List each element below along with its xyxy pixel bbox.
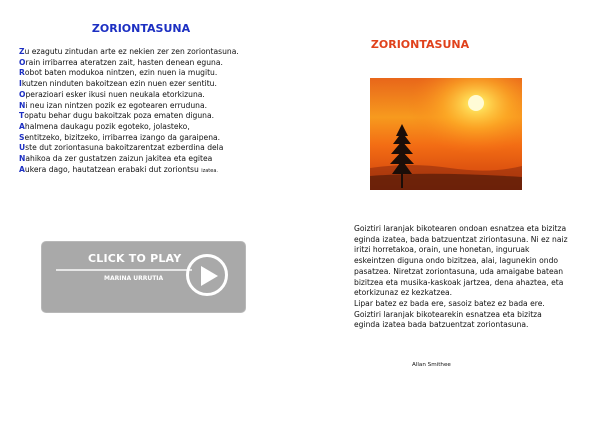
poem-initial: Z (19, 47, 25, 56)
poem-text: entitzeko, bizitzeko, irribarrea izango da garaipena. (24, 132, 221, 142)
poem-line (19, 90, 281, 101)
poem-line (19, 165, 281, 177)
click-to-play-label: CLICK TO PLAY (88, 252, 182, 265)
player-divider (56, 269, 192, 271)
poem-line (19, 122, 281, 133)
acrostic-poem (19, 47, 281, 176)
poem-text: rain irribarrea ateratzen zait, hasten denean eguna. (25, 57, 223, 67)
poem-line (19, 68, 281, 79)
paragraph: Lipar batez ez bada ere, sasoiz batez ez bada ere. Goiztiri laranjak bikotearekin esnatzea eta bizitza eginda izatea bada batzuentzat zoriontasuna. (354, 298, 545, 330)
poem-initial: A (19, 121, 25, 131)
poem-line (19, 111, 281, 122)
poem-line (19, 101, 281, 112)
poem-initial: S (19, 132, 25, 142)
author-signature: Allan Smithee (412, 362, 451, 368)
poem-text: i neu izan nintzen pozik ez egotearen erruduna. (25, 100, 208, 110)
poem-line (19, 143, 281, 154)
poem-text: obot baten modukoa nintzen, ezin nuen ia mugitu. (24, 68, 218, 78)
poem-text: opatu behar dugu bakoitzak poza ematen diguna. (24, 111, 215, 121)
poem-text: kutzen ninduten bakoitzean ezin nuen ezer sentitu. (21, 79, 217, 89)
poem-initial: N (19, 100, 26, 110)
poem-tail: izatea. (201, 167, 219, 174)
poem-initial: R (19, 68, 25, 78)
player-author: MARINA URRUTIA (104, 275, 164, 282)
poem-initial: N (19, 154, 26, 164)
poem-initial: O (19, 57, 26, 67)
poem-initial: I (19, 79, 22, 89)
poem-initial: U (19, 143, 26, 153)
poem-text: u ezagutu zintudan arte ez nekien zer zen zoriontasuna. (24, 47, 239, 56)
left-page-title: ZORIONTASUNA (91, 22, 191, 35)
poem-initial: T (19, 111, 25, 121)
paragraph: Goiztiri laranjak bikotearen ondoan esnatzea eta bizitza eginda izatea, bada batzuentzat ziriontasuna. Ni ez naiz iritzi horretakoa, orain, une honetan, inguruak eskeintzen diguna ondo bizitzea, alai, lagunekin ondo pasatzea. Niretzat zoriontasuna, uda amaigabe batean bizitzea eta musika-kaskoak jartzea, dena ahaztea, eta etorkizunaz ez kezkatzea. (354, 224, 568, 298)
poem-initial: A (19, 164, 25, 174)
article-body (354, 224, 569, 331)
poem-text: ste dut zoriontasuna bakoitzarentzat ezberdina dela (25, 143, 224, 153)
click-to-play-button[interactable] (42, 242, 245, 312)
poem-line (19, 58, 281, 69)
poem-text: halmena daukagu pozik egoteko, jolasteko, (24, 121, 190, 131)
poem-line (19, 133, 281, 144)
poem-text: ukera dago, hautatzean erabaki dut zoriontsu (24, 164, 202, 174)
poem-line (19, 154, 281, 165)
poem-line (19, 47, 281, 58)
right-page-title: ZORIONTASUNA (370, 38, 470, 51)
sunset-photo (370, 78, 522, 190)
poem-text: perazioari esker ikusi nuen neukala etorkizuna. (25, 89, 205, 99)
poem-line (19, 79, 281, 90)
play-circle-icon[interactable] (186, 254, 228, 296)
poem-text: ahikoa da zer gustatzen zaizun jakitea eta egitea (25, 154, 213, 164)
poem-initial: O (19, 89, 26, 99)
